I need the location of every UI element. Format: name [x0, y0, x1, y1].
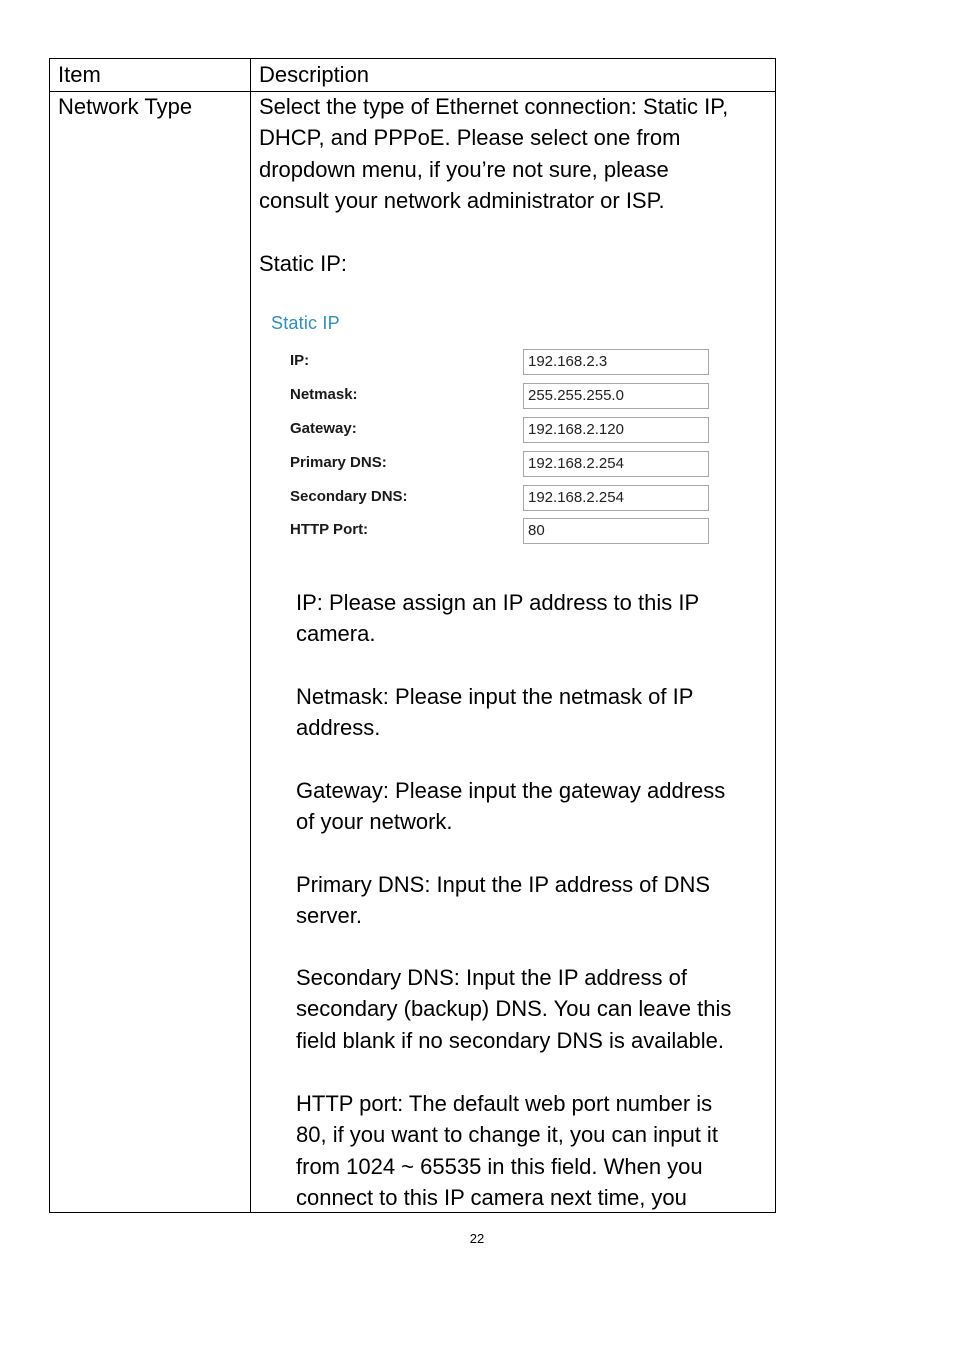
- header-item: Item: [58, 62, 101, 87]
- description-line: Primary DNS: Input the IP address of DNS: [296, 872, 711, 897]
- intro-line: dropdown menu, if you’re not sure, please: [259, 156, 669, 182]
- netmask-input[interactable]: 255.255.255.0: [523, 383, 709, 409]
- gateway-input[interactable]: 192.168.2.120: [523, 417, 709, 443]
- gateway-description: [296, 775, 725, 838]
- description-line: IP: Please assign an IP address to this IP: [296, 590, 700, 615]
- intro-line: DHCP, and PPPoE. Please select one from: [259, 125, 681, 151]
- description-line: camera.: [296, 621, 376, 647]
- description-line: from 1024 ~ 65535 in this field. When you: [296, 1153, 703, 1179]
- description-table: [49, 58, 776, 1213]
- intro-line: consult your network administrator or ISP.: [259, 187, 665, 213]
- secondary-dns-description: [296, 962, 731, 1056]
- row-item-network-type: Network Type: [58, 94, 193, 119]
- netmask-description: [296, 681, 693, 744]
- page-number: 22: [469, 1231, 485, 1246]
- http-port-description: [296, 1088, 718, 1213]
- form-row-primary-dns: [265, 451, 715, 477]
- description-line: Secondary DNS: Input the IP address of: [296, 965, 687, 990]
- description-line: server.: [296, 903, 363, 929]
- intro-paragraph: [259, 91, 728, 216]
- header-description: Description: [259, 62, 370, 87]
- form-title: Static IP: [271, 313, 340, 333]
- ip-input[interactable]: 192.168.2.3: [523, 349, 709, 375]
- ip-description: [296, 587, 699, 650]
- gateway-label: Gateway:: [290, 420, 357, 437]
- column-divider: [250, 59, 251, 1212]
- primary-dns-description: [296, 869, 710, 932]
- primary-dns-label: Primary DNS:: [290, 454, 387, 471]
- description-line: secondary (backup) DNS. You can leave this: [296, 996, 732, 1022]
- static-ip-label: Static IP:: [259, 251, 348, 276]
- form-row-secondary-dns: [265, 485, 715, 511]
- primary-dns-input[interactable]: 192.168.2.254: [523, 451, 709, 477]
- description-line: HTTP port: The default web port number is: [296, 1091, 713, 1116]
- secondary-dns-input[interactable]: 192.168.2.254: [523, 485, 709, 511]
- secondary-dns-label: Secondary DNS:: [290, 488, 408, 505]
- netmask-label: Netmask:: [290, 386, 358, 403]
- intro-line: Select the type of Ethernet connection: Static IP,: [259, 94, 729, 119]
- http-port-label: HTTP Port:: [290, 521, 369, 538]
- description-line: connect to this IP camera next time, you: [296, 1184, 687, 1210]
- ip-label: IP:: [290, 352, 310, 369]
- form-row-gateway: [265, 417, 715, 443]
- form-row-netmask: [265, 383, 715, 409]
- description-line: Netmask: Please input the netmask of IP: [296, 684, 694, 709]
- description-line: of your network.: [296, 809, 453, 835]
- form-row-ip: [265, 349, 715, 375]
- description-line: 80, if you want to change it, you can input it: [296, 1122, 718, 1148]
- http-port-input[interactable]: 80: [523, 518, 709, 544]
- static-ip-form-screenshot: [265, 309, 715, 549]
- description-line: Gateway: Please input the gateway address: [296, 778, 726, 803]
- description-line: address.: [296, 715, 381, 741]
- description-line: field blank if no secondary DNS is available.: [296, 1027, 725, 1053]
- form-row-http-port: [265, 518, 715, 544]
